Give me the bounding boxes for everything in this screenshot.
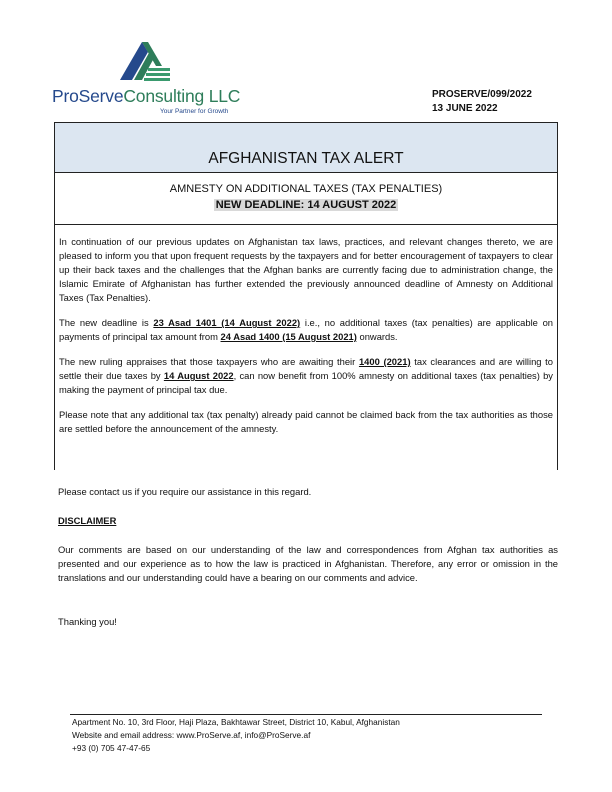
- logo-mark-icon: [118, 38, 174, 82]
- footer-divider: [70, 714, 542, 715]
- alert-box: [54, 122, 558, 470]
- company-name-part1: ProServe: [52, 86, 124, 106]
- company-logo: [52, 38, 252, 120]
- paragraph-4: Please note that any additional tax (tax penalty) already paid cannot be claimed back from the tax authorities as those are settled before the announcement of the amnesty.: [59, 409, 553, 434]
- p2-start-date: 24 Asad 1400 (15 August 2021): [220, 331, 357, 342]
- title-band: [55, 123, 557, 173]
- subtitle-band: [55, 173, 557, 225]
- p3-text-a: The new ruling appraises that those taxpayers who are awaiting their: [59, 356, 359, 367]
- new-deadline: NEW DEADLINE: 14 AUGUST 2022: [215, 199, 397, 211]
- alert-subtitle: AMNESTY ON ADDITIONAL TAXES (TAX PENALTIES): [169, 183, 443, 195]
- p2-deadline-date: 23 Asad 1401 (14 August 2022): [153, 317, 301, 328]
- reference-block: [432, 88, 532, 116]
- disclaimer-heading: DISCLAIMER: [58, 515, 117, 526]
- disclaimer-text: Our comments are based on our understanding of the law and correspondences from Afghan tax authorities as presented and our experience as to how the law is practiced in Afghanistan. Therefore, any error or omission in the translations and our understanding could have a bearing on our comments and advice.: [58, 544, 558, 583]
- p3-tax-year: 1400 (2021): [358, 356, 411, 367]
- paragraph-2: [59, 316, 553, 344]
- p2-text-e: onwards.: [356, 331, 398, 342]
- paragraph-1: In continuation of our previous updates on Afghanistan tax laws, practices, and relevant changes thereto, we are pleased to inform you that upon frequent requests by the taxpayers and for better encouragement of taxpayers to clear up their back taxes and the challenges that the Afghan banks are currently facing due to administration change, the Islamic Emirate of Afghanistan has further extended the previously announced deadline of Amnesty on Additional Taxes (Tax Penalties).: [59, 236, 553, 303]
- p3-settle-date: 14 August 2022: [163, 370, 234, 381]
- contact-note: Please contact us if you require our assistance in this regard.: [58, 486, 312, 497]
- alert-title: AFGHANISTAN TAX ALERT: [208, 150, 404, 167]
- paragraph-3: [59, 355, 553, 397]
- footer-web-email: Website and email address: www.ProServe.af, info@ProServe.af: [72, 730, 311, 740]
- p3-text-e: , can now benefit from 100% amnesty on additional taxes (tax penalties) by making the payment of principal tax due.: [59, 370, 553, 395]
- reference-code: PROSERVE/099/2022: [432, 89, 532, 100]
- closing-text: Thanking you!: [58, 616, 117, 627]
- company-name-part2: Consulting LLC: [123, 86, 241, 106]
- p2-text-a: The new deadline is: [59, 317, 154, 328]
- footer-phone: +93 (0) 705 47-47-65: [72, 743, 151, 753]
- alert-body: [55, 225, 557, 436]
- company-name: [52, 86, 240, 107]
- footer-address: Apartment No. 10, 3rd Floor, Haji Plaza, Bakhtawar Street, District 10, Kabul, Afghanistan: [72, 717, 400, 727]
- p2-text-c: i.e., no additional taxes (tax penalties) are applicable on payments of principal tax amount from: [59, 317, 553, 342]
- p3-text-c: tax clearances and are willing to settle their due taxes by: [59, 356, 554, 381]
- footer: [72, 716, 400, 755]
- reference-date: 13 JUNE 2022: [432, 103, 498, 114]
- company-tagline: Your Partner for Growth: [160, 108, 229, 115]
